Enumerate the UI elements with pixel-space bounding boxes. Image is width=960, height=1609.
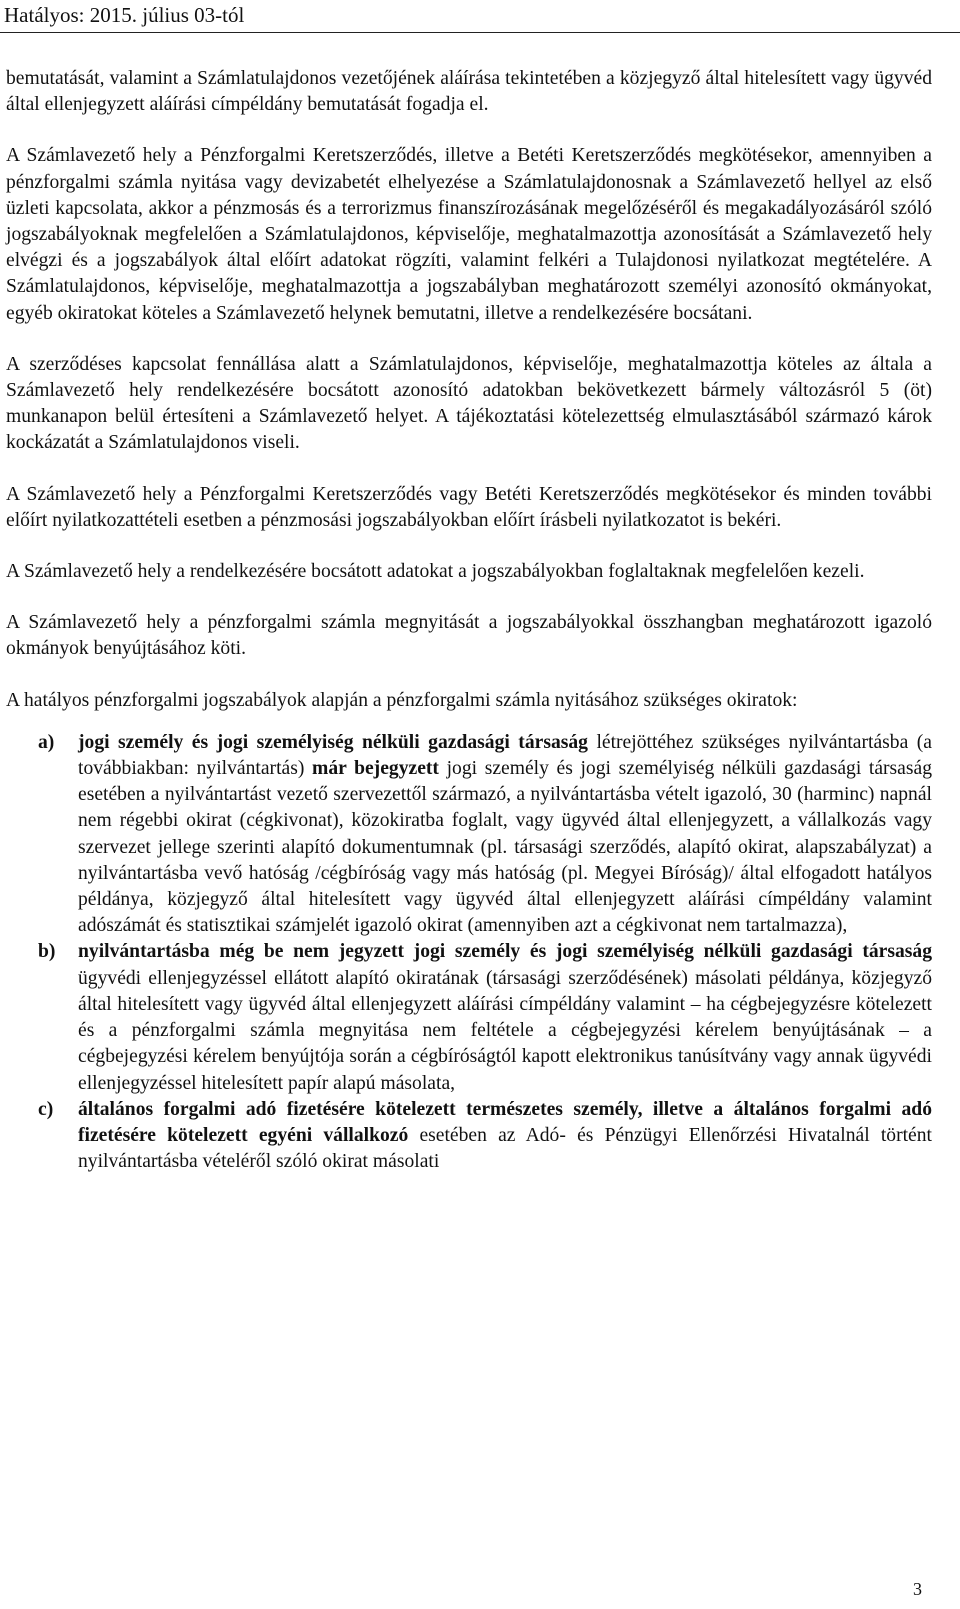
paragraph: A Számlavezető hely a rendelkezésére bocsátott adatokat a jogszabályokban foglaltaknak megfelelően kezeli. (6, 561, 865, 583)
list-item-text: jogi személy és jogi személyiség nélküli gazdasági társaság esetében a nyilvántartást vezető szervezettől származó, a nyilvántartásba vételt igazoló, 30 (harminc) napnál nem régebbi okirat (cégkivonat), közokiratba foglalt, vagy ügyvéd által ellenjegyzett, a vállalkozás vagy szervezet jellege szerinti alapító dokumentumnak (pl. társasági szerződés, alapító okirat, alapszabályzat) a nyilvántartásba vevő hatóság /cégbíróság vagy más hatóság (pl. Megyei Bíróság)/ által elfogadott hatályos példánya, közjegyző által hitelesített vagy ügyvéd által ellenjegyzett aláírási címpéldány valamint adószámát és statisztikai számjelét igazoló okirat (amennyiben azt a cégkivonat nem tartalmazza), (78, 758, 933, 937)
list-marker: c) (38, 1098, 54, 1120)
list-marker: b) (38, 941, 56, 963)
page-number: 3 (913, 1579, 922, 1599)
paragraph: A szerződéses kapcsolat fennállása alatt a Számlatulajdonos, képviselője, meghatalmazottja köteles az általa a Számlavezető hely rendelkezésére bocsátott azonosító adatokban bekövetkezett bármely változásról 5 (öt) munkanapon belül értesíteni a Számlavezető helyet. A tájékoztatási kötelezettség elmulasztásából származó károk kockázatát a Számlatulajdonos viseli. (6, 353, 932, 454)
list-item-text: ügyvédi ellenjegyzéssel ellátott alapító okiratának (társasági szerződésének) másolati példánya, közjegyző által hitelesített vagy ügyvéd által ellenjegyzett aláírási címpéldány valamint – ha cégbejegyzésre kötelezett és a pénzforgalmi számla megnyitása nem feltétele a cégbejegyzési kérelem benyújtásának – a cégbejegyzési kérelem benyújtója során a cégbíróságtól kapott elektronikus tanúsítvány vagy annak ügyvédi ellenjegyzéssel hitelesített papír alapú másolata, (78, 967, 932, 1094)
list-item-bold-text: már bejegyzett (312, 758, 439, 780)
list-marker: a) (38, 731, 55, 753)
required-documents-list (6, 730, 932, 1175)
page-header (0, 0, 960, 34)
paragraph: A Számlavezető hely a Pénzforgalmi Keretszerződés vagy Betéti Keretszerződés megkötésekor és minden további előírt nyilatkozattételi esetben a pénzmosási jogszabályokban előírt írásbeli nyilatkozatot is bekéri. (6, 483, 932, 531)
list-item-text: létrejöttéhez szükséges nyilvántartásba (a továbbiakban: nyilvántartás) (78, 731, 932, 780)
document-body (6, 66, 932, 1175)
paragraph: A Számlavezető hely a Pénzforgalmi Keretszerződés, illetve a Betéti Keretszerződés megkötésekor, amennyiben a pénzforgalmi számla nyitása vagy devizabetét elhelyezése a Számlatulajdonosnak a Számlavezető hellyel az első üzleti kapcsolata, akkor a pénzmosás és a terrorizmus finanszírozásának megelőzéséről és megakadályozásáról szóló jogszabályoknak megfelelően a Számlatulajdonos, képviselője, meghatalmazottja azonosítását a Számlavezető hely elvégzi és a jogszabályok által előírt adatokat rögzíti, valamint felkéri a Tulajdonosi nyilatkozat megtételére. A Számlatulajdonos, képviselője, meghatalmazottja a jogszabályban meghatározott személyi azonosító okmányokat, egyéb okiratokat köteles a Számlavezető helynek bemutatni, illetve a rendelkezésére bocsátani. (6, 145, 932, 324)
list-item (6, 1097, 932, 1176)
list-item-bold-text: nyilvántartásba még be nem jegyzett jogi személy és jogi személyiség nélküli gazdasági társaság (78, 941, 932, 963)
paragraph: bemutatását, valamint a Számlatulajdonos vezetőjének aláírása tekintetében a közjegyző által hitelesített vagy ügyvéd által ellenjegyzett aláírási címpéldány bemutatását fogadja el. (6, 68, 932, 116)
effective-date-header: Hatályos: 2015. július 03-tól (4, 3, 245, 27)
list-item (6, 730, 932, 940)
list-item-text: esetében az Adó- és Pénzügyi Ellenőrzési Hivatalnál történt nyilvántartásba vételéről szóló okirat másolati (78, 1124, 932, 1173)
list-item-bold-text: jogi személy és jogi személyiség nélküli gazdasági társaság (78, 731, 588, 753)
paragraph: A hatályos pénzforgalmi jogszabályok alapján a pénzforgalmi számla nyitásához szükséges okiratok: (6, 689, 798, 711)
list-item (6, 939, 932, 1096)
paragraph: A Számlavezető hely a pénzforgalmi számla megnyitását a jogszabályokkal összhangban meghatározott igazoló okmányok benyújtásához köti. (6, 612, 932, 660)
header-divider (0, 32, 960, 33)
list-item-bold-text: általános forgalmi adó fizetésére kötelezett természetes személy, illetve a általános forgalmi adó fizetésére kötelezett egyéni vállalkozó (78, 1098, 932, 1146)
